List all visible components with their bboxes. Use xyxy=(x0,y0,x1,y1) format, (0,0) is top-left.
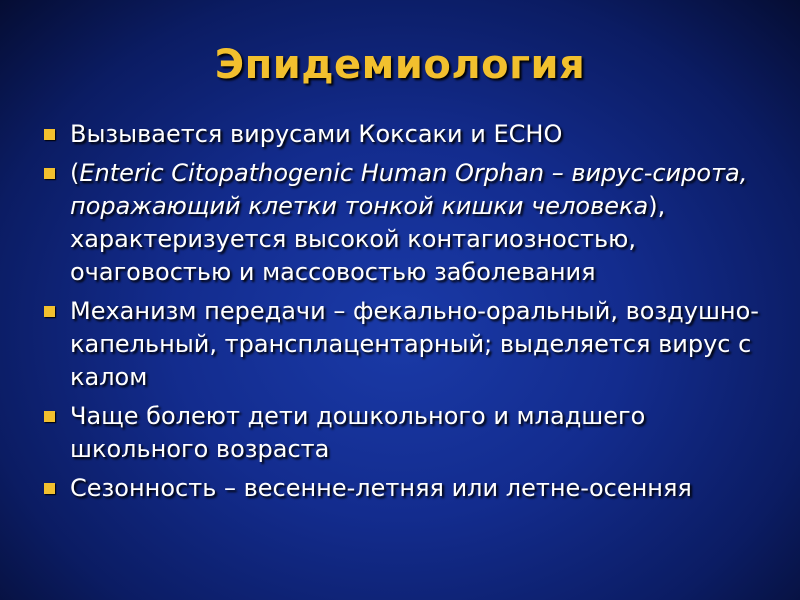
bullet-text: Вызывается вирусами Коксаки и ЕСНО xyxy=(70,120,563,148)
bullet-text: Чаще болеют дети дошкольного и младшего школьного возраста xyxy=(70,402,646,463)
slide-title: Эпидемиология xyxy=(214,42,586,88)
bullet-item xyxy=(44,157,774,289)
bullet-text: Механизм передачи – фекально-оральный, воздушно-капельный, трансплацентарный; выделяется вирус с калом xyxy=(70,297,759,391)
bullet-text-rest: ), характеризуется высокой контагиозностью, очаговостью и массовостью заболевания xyxy=(70,192,666,286)
square-bullet-icon xyxy=(44,483,55,494)
bullet-item xyxy=(44,472,774,505)
square-bullet-icon xyxy=(44,411,55,422)
bullet-list xyxy=(44,118,774,511)
bullet-item xyxy=(44,295,774,394)
bullet-item xyxy=(44,118,774,151)
square-bullet-icon xyxy=(44,306,55,317)
square-bullet-icon xyxy=(44,168,55,179)
bullet-text: Сезонность – весенне-летняя или летне-осенняя xyxy=(70,474,692,502)
square-bullet-icon xyxy=(44,129,55,140)
bullet-text-italic: Enteric Citopathogenic Human Orphan – вирус-сирота, поражающий клетки тонкой кишки человека xyxy=(70,159,748,220)
bullet-text-open-paren: ( xyxy=(70,159,80,187)
bullet-item xyxy=(44,400,774,466)
